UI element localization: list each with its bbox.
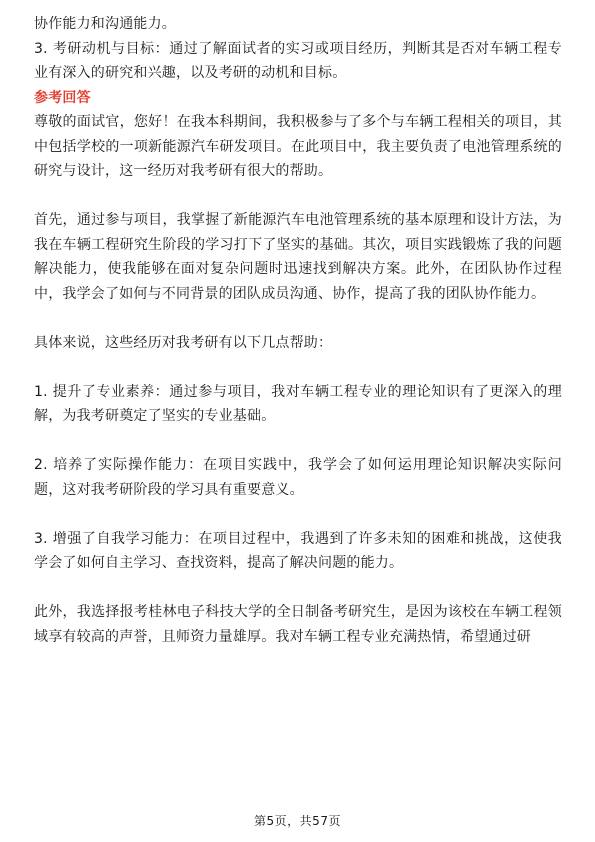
answer-paragraph-4: 此外，我选择报考桂林电子科技大学的全日制备考研究生，是因为该校在车辆工程领域享有较高的声誉，且师资力量雄厚。我对车辆工程专业充满热情，希望通过研 (34, 604, 562, 645)
intro-tail-text: 协作能力和沟通能力。 (34, 16, 176, 32)
point-3-text: 3. 考研动机与目标：通过了解面试者的实习或项目经历，判断其是否对车辆工程专业有深入的研究和兴趣，以及考研的动机和目标。 (34, 40, 562, 81)
answer-paragraph-3: 具体来说，这些经历对我考研有以下几点帮助： (34, 334, 333, 351)
paragraph-spacer (34, 355, 562, 380)
answer-list-item-3: 3. 增强了自我学习能力：在项目过程中，我遇到了许多未知的困难和挑战，这使我学会了如何自主学习、查找资料，提高了解决问题的能力。 (34, 530, 562, 571)
paragraph-spacer (34, 576, 562, 601)
answer-paragraph-1: 尊敬的面试官，您好！在我本科期间，我积极参与了多个与车辆工程相关的项目，其中包括学校的一项新能源汽车研发项目。在此项目中，我主要负责了电池管理系统的研究与设计，这一经历对我考研有很大的帮助。 (34, 114, 562, 179)
answer-list-item-1: 1. 提升了专业素养：通过参与项目，我对车辆工程专业的理论知识有了更深入的理解，为我考研奠定了坚实的专业基础。 (34, 383, 562, 424)
paragraph-spacer (34, 429, 562, 454)
paragraph-spacer (34, 306, 562, 331)
paragraph-spacer (34, 502, 562, 527)
document-body (34, 12, 562, 649)
answer-paragraph-2: 首先，通过参与项目，我掌握了新能源汽车电池管理系统的基本原理和设计方法，为我在车辆工程研究生阶段的学习打下了坚实的基础。其次，项目实践锻炼了我的问题解决能力，使我能够在面对复杂问题时迅速找到解决方案。此外，在团队协作过程中，我学会了如何与不同背景的团队成员沟通、协作，提高了我的团队协作能力。 (34, 212, 562, 302)
answer-list-item-2: 2. 培养了实际操作能力：在项目实践中，我学会了如何运用理论知识解决实际问题，这对我考研阶段的学习具有重要意义。 (34, 457, 562, 498)
paragraph-spacer (34, 184, 562, 209)
page-number-footer: 第5页，共57页 (254, 814, 341, 828)
reference-answer-heading: 参考回答 (34, 89, 91, 106)
